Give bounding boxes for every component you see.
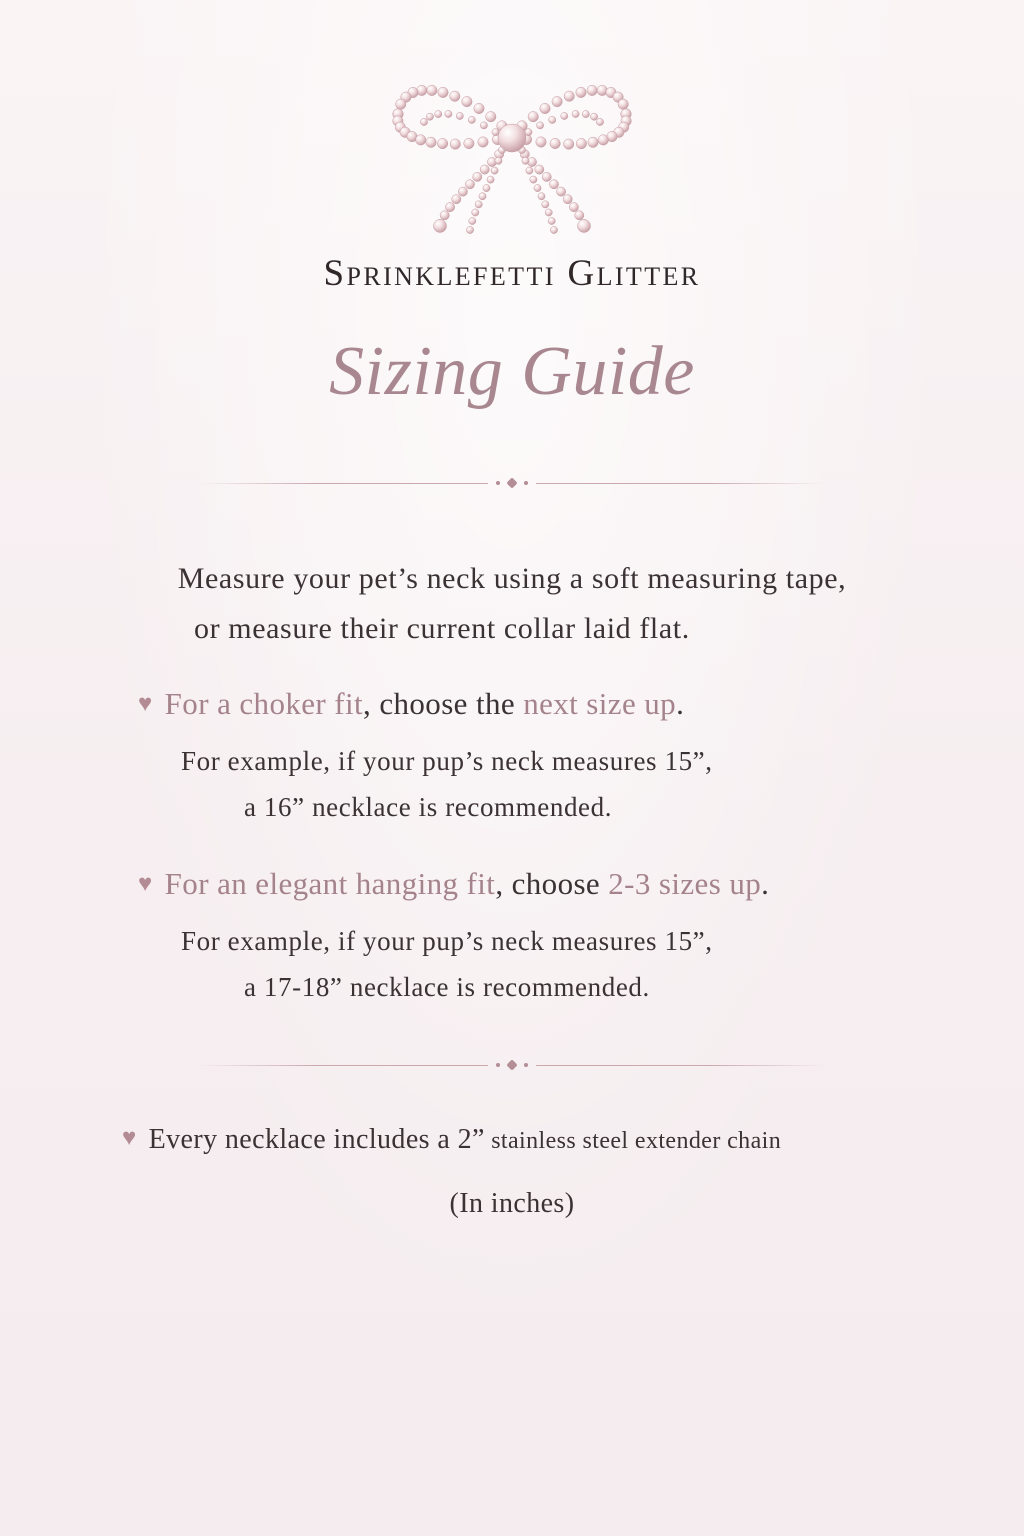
choker-fit-end: .: [676, 686, 685, 721]
pearl: [561, 112, 568, 119]
pearl: [564, 139, 574, 149]
pearl: [526, 167, 533, 174]
hanging-example-line-1: For example, if your pup’s neck measures 15”,: [181, 926, 713, 956]
pearl: [578, 220, 591, 233]
pearl: [437, 138, 447, 148]
pearl: [426, 113, 433, 120]
pearl: [487, 176, 494, 183]
extender-small: stainless steel extender chain: [484, 1128, 782, 1154]
pearl: [588, 137, 598, 147]
choker-fit-tip: [138, 686, 684, 722]
pearl: [564, 91, 574, 101]
pearl: [591, 113, 598, 120]
intro-line-1: Measure your pet’s neck using a soft measuring tape,: [177, 562, 847, 595]
pearl: [452, 195, 461, 204]
pearl: [396, 99, 406, 109]
pearl: [550, 138, 560, 148]
pearl: [456, 112, 463, 119]
pearl: [440, 211, 449, 220]
pearl: [575, 211, 584, 220]
pearl: [474, 103, 484, 113]
hanging-fit-end: .: [761, 866, 770, 901]
extender-main: Every necklace includes a 2”: [148, 1124, 485, 1155]
pearl: [475, 201, 482, 208]
pearl: [445, 110, 452, 117]
ornamental-divider-bottom: [200, 1060, 824, 1072]
pearl: [462, 96, 472, 106]
pearl: [483, 185, 490, 192]
heart-icon: ♥: [138, 691, 153, 717]
pearl: [582, 111, 589, 118]
pearl: [576, 138, 586, 148]
heart-icon: ♥: [138, 871, 153, 897]
pearl: [458, 187, 467, 196]
pearl: [438, 87, 448, 97]
pearl: [548, 217, 555, 224]
choker-example-line-2: a 16” necklace is recommended.: [244, 792, 613, 822]
choker-fit-emphasis: next size up: [523, 686, 677, 721]
pearl: [469, 217, 476, 224]
pearl: [618, 99, 628, 109]
choker-fit-middle: , choose the: [363, 686, 524, 721]
pearl: [486, 112, 496, 122]
pearl: [540, 103, 550, 113]
pearl: [446, 203, 455, 212]
hanging-fit-middle: , choose: [495, 866, 609, 901]
pearl: [530, 176, 537, 183]
pearl: [563, 195, 572, 204]
pearl: [596, 118, 603, 125]
pearl: [492, 129, 499, 136]
hanging-fit-tip: [138, 866, 769, 902]
pearl: [542, 201, 549, 208]
hanging-fit-lead: For an elegant hanging fit: [164, 866, 496, 901]
pearl: [478, 137, 488, 147]
pearl: [569, 203, 578, 212]
pearl: [495, 157, 502, 164]
pearl: [464, 138, 474, 148]
pearl-bow-icon: [384, 74, 640, 238]
pearl: [480, 165, 489, 174]
brand-name: Sprinklefetti Glitter: [323, 253, 701, 294]
ornamental-divider-top: [200, 478, 824, 490]
pearl: [491, 167, 498, 174]
pearl: [536, 137, 546, 147]
pearl: [534, 185, 541, 192]
hanging-fit-emphasis: 2-3 sizes up: [608, 866, 762, 901]
pearl: [528, 112, 538, 122]
pearl: [427, 85, 437, 95]
pearl: [572, 110, 579, 117]
pearl: [550, 226, 557, 233]
pearl: [538, 193, 545, 200]
intro-line-2: or measure their current collar laid flat.: [194, 612, 690, 645]
pearl: [545, 209, 552, 216]
pearl: [426, 137, 436, 147]
pearl: [468, 116, 475, 123]
pearl: [416, 135, 426, 145]
page-title: Sizing Guide: [329, 333, 695, 410]
pearl: [552, 96, 562, 106]
pearl: [435, 111, 442, 118]
pearl: [450, 91, 460, 101]
pearl: [466, 226, 473, 233]
pearl: [522, 157, 529, 164]
heart-icon: ♥: [122, 1125, 137, 1151]
pearl: [535, 165, 544, 174]
pearl: [587, 85, 597, 95]
units-note: (In inches): [449, 1188, 575, 1219]
choker-fit-lead: For a choker fit: [164, 686, 364, 721]
pearl: [480, 122, 487, 129]
extender-note: [122, 1124, 781, 1156]
pearl: [576, 87, 586, 97]
pearl: [420, 118, 427, 125]
hanging-example-line-2: a 17-18” necklace is recommended.: [244, 972, 650, 1002]
pearl: [434, 220, 447, 233]
pearl: [498, 124, 526, 152]
pearl: [537, 122, 544, 129]
pearl: [557, 187, 566, 196]
pearl: [465, 180, 474, 189]
pearl: [598, 135, 608, 145]
pearl: [525, 129, 532, 136]
pearl: [472, 209, 479, 216]
choker-example-line-1: For example, if your pup’s neck measures 15”,: [181, 746, 713, 776]
pearl: [542, 172, 551, 181]
pearl: [549, 116, 556, 123]
pearl: [473, 172, 482, 181]
pearl: [479, 193, 486, 200]
pearl: [450, 139, 460, 149]
pearl: [549, 180, 558, 189]
